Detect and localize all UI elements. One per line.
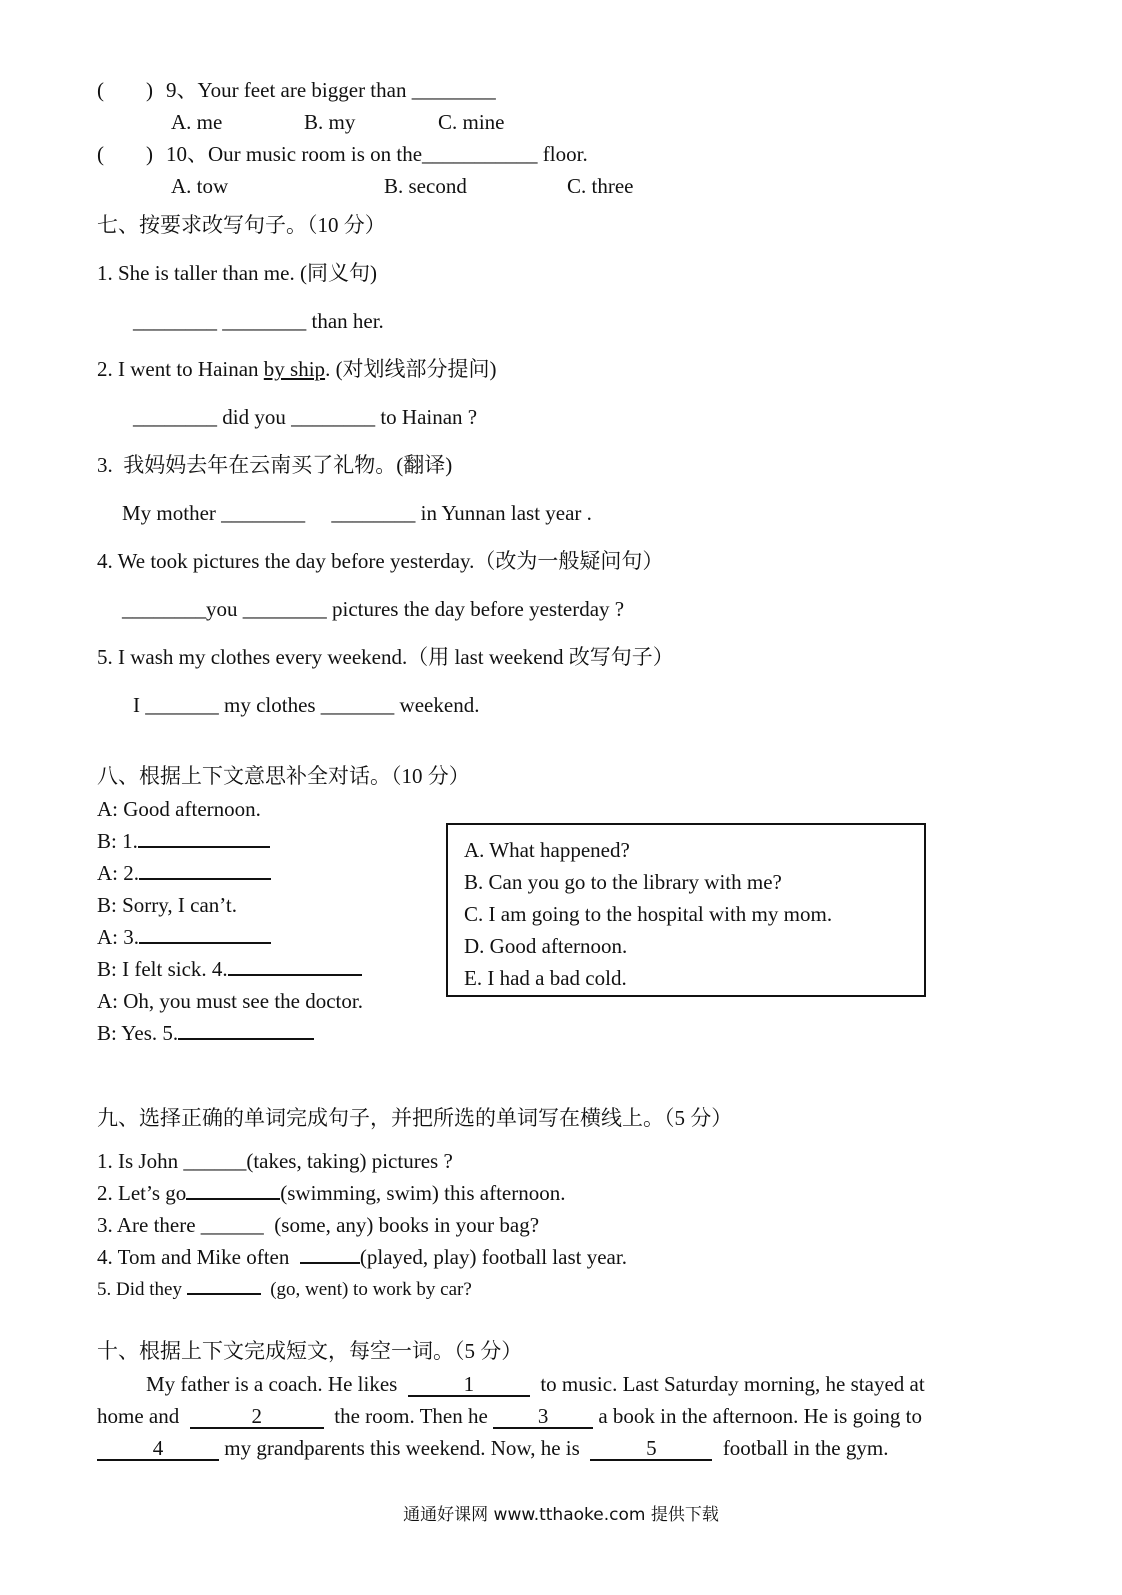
dialogue-blank [178,1020,314,1040]
s7-q5: 5. I wash my clothes every weekend.（用 last weekend 改写句子） [97,645,674,669]
s9-item-1: 1. Is John ______(takes, taking) pictures ? [97,1149,453,1173]
q9-paren: ( ) [97,78,153,102]
s9-item-4 [97,1244,627,1270]
dialogue-text: B: I felt sick. 4. [97,957,228,981]
s7-q3: 3. 我妈妈去年在云南买了礼物。(翻译) [97,453,453,477]
s9-item-text: 2. Let’s go [97,1181,187,1205]
s7-a5: I _______ my clothes _______ weekend. [133,693,480,717]
s7-a3: My mother ________ ________ in Yunnan last year . [122,501,592,525]
passage-blank-3: 3 [493,1405,593,1429]
s9-item-text: 4. Tom and Mike often [97,1245,300,1269]
s7-q2-pre: 2. I went to Hainan [97,357,264,381]
s9-item-3: 3. Are there ______ (some, any) books in your bag? [97,1213,540,1237]
passage-blank-5: 5 [590,1437,712,1461]
passage-text: the room. Then he [323,1404,494,1428]
section10-heading: 十、根据上下文完成短文，每空一词。（5 分） [97,1339,523,1363]
passage-text: a book in the afternoon. He is going to [593,1404,922,1428]
q9-text: 9、Your feet are bigger than ________ [166,78,496,102]
dialogue-line-2 [97,828,270,854]
s9-item-text: (go, went) to work by car? [260,1279,472,1300]
passage-line-1 [146,1371,925,1397]
q10-option-b: B. second [384,174,467,198]
passage-text: home and [97,1404,190,1428]
dialogue-line-1: A: Good afternoon. [97,797,261,821]
option-b: B. Can you go to the library with me? [464,870,782,894]
dialogue-line-6 [97,956,362,982]
dialogue-text: A: 2. [97,861,139,885]
s7-q2-underlined: by ship [263,357,326,381]
dialogue-text: B: Yes. 5. [97,1021,179,1045]
dialogue-text: A: 3. [97,925,139,949]
section7-heading: 七、按要求改写句子。（10 分） [97,213,386,237]
s7-q2-post: . (对划线部分提问) [325,357,497,381]
s9-item-text: 5. Did they [97,1279,187,1300]
q10-option-c: C. three [567,174,634,198]
s7-a1: ________ ________ than her. [133,309,384,333]
q10-text: 10、Our music room is on the___________ floor. [166,142,588,166]
passage-line-3 [97,1435,888,1461]
s7-a2: ________ did you ________ to Hainan ? [133,405,478,429]
s7-q1: 1. She is taller than me. (同义句) [97,261,377,285]
dialogue-text: B: 1. [97,829,138,853]
q10-paren: ( ) [97,142,153,166]
dialogue-line-3 [97,860,271,886]
s9-item-text: (played, play) football last year. [359,1245,627,1269]
passage-blank-1: 1 [408,1373,530,1397]
s7-q2 [97,356,497,382]
footer-credit: 通通好课网 www.tthaoke.com 提供下载 [403,1505,719,1525]
passage-blank-2: 2 [190,1405,324,1429]
passage-text: to music. Last Saturday morning, he stayed at [529,1372,925,1396]
option-d: D. Good afternoon. [464,934,628,958]
section8-heading: 八、根据上下文意思补全对话。（10 分） [97,764,470,788]
passage-text: My father is a coach. He likes [146,1372,408,1396]
q9-option-b: B. my [304,110,356,134]
q10-option-a: A. tow [171,174,229,198]
dialogue-blank [139,860,271,880]
passage-blank-4: 4 [97,1437,219,1461]
s9-item-text: (swimming, swim) this afternoon. [280,1181,566,1205]
options-box [446,823,926,997]
dialogue-line-8 [97,1020,314,1046]
passage-line-2 [97,1403,922,1429]
s9-blank [300,1244,360,1264]
dialogue-line-4: B: Sorry, I can’t. [97,893,237,917]
section9-heading: 九、选择正确的单词完成句子，并把所选的单词写在横线上。（5 分） [97,1106,733,1130]
q9-option-c: C. mine [438,110,505,134]
dialogue-blank [228,956,362,976]
option-e: E. I had a bad cold. [464,966,627,990]
s9-item-2 [97,1180,565,1206]
option-c: C. I am going to the hospital with my mom. [464,902,833,926]
dialogue-blank [139,924,271,944]
dialogue-line-5 [97,924,271,950]
dialogue-blank [138,828,270,848]
passage-text: my grandparents this weekend. Now, he is [219,1436,591,1460]
s9-blank [186,1180,280,1200]
dialogue-line-7: A: Oh, you must see the doctor. [97,989,363,1013]
q9-option-a: A. me [171,110,223,134]
s9-blank [187,1277,261,1295]
s7-q4: 4. We took pictures the day before yesterday.（改为一般疑问句） [97,549,664,573]
passage-text: football in the gym. [712,1436,889,1460]
s9-item-5 [97,1277,472,1303]
option-a: A. What happened? [464,838,630,862]
s7-a4: ________you ________ pictures the day before yesterday ? [122,597,625,621]
